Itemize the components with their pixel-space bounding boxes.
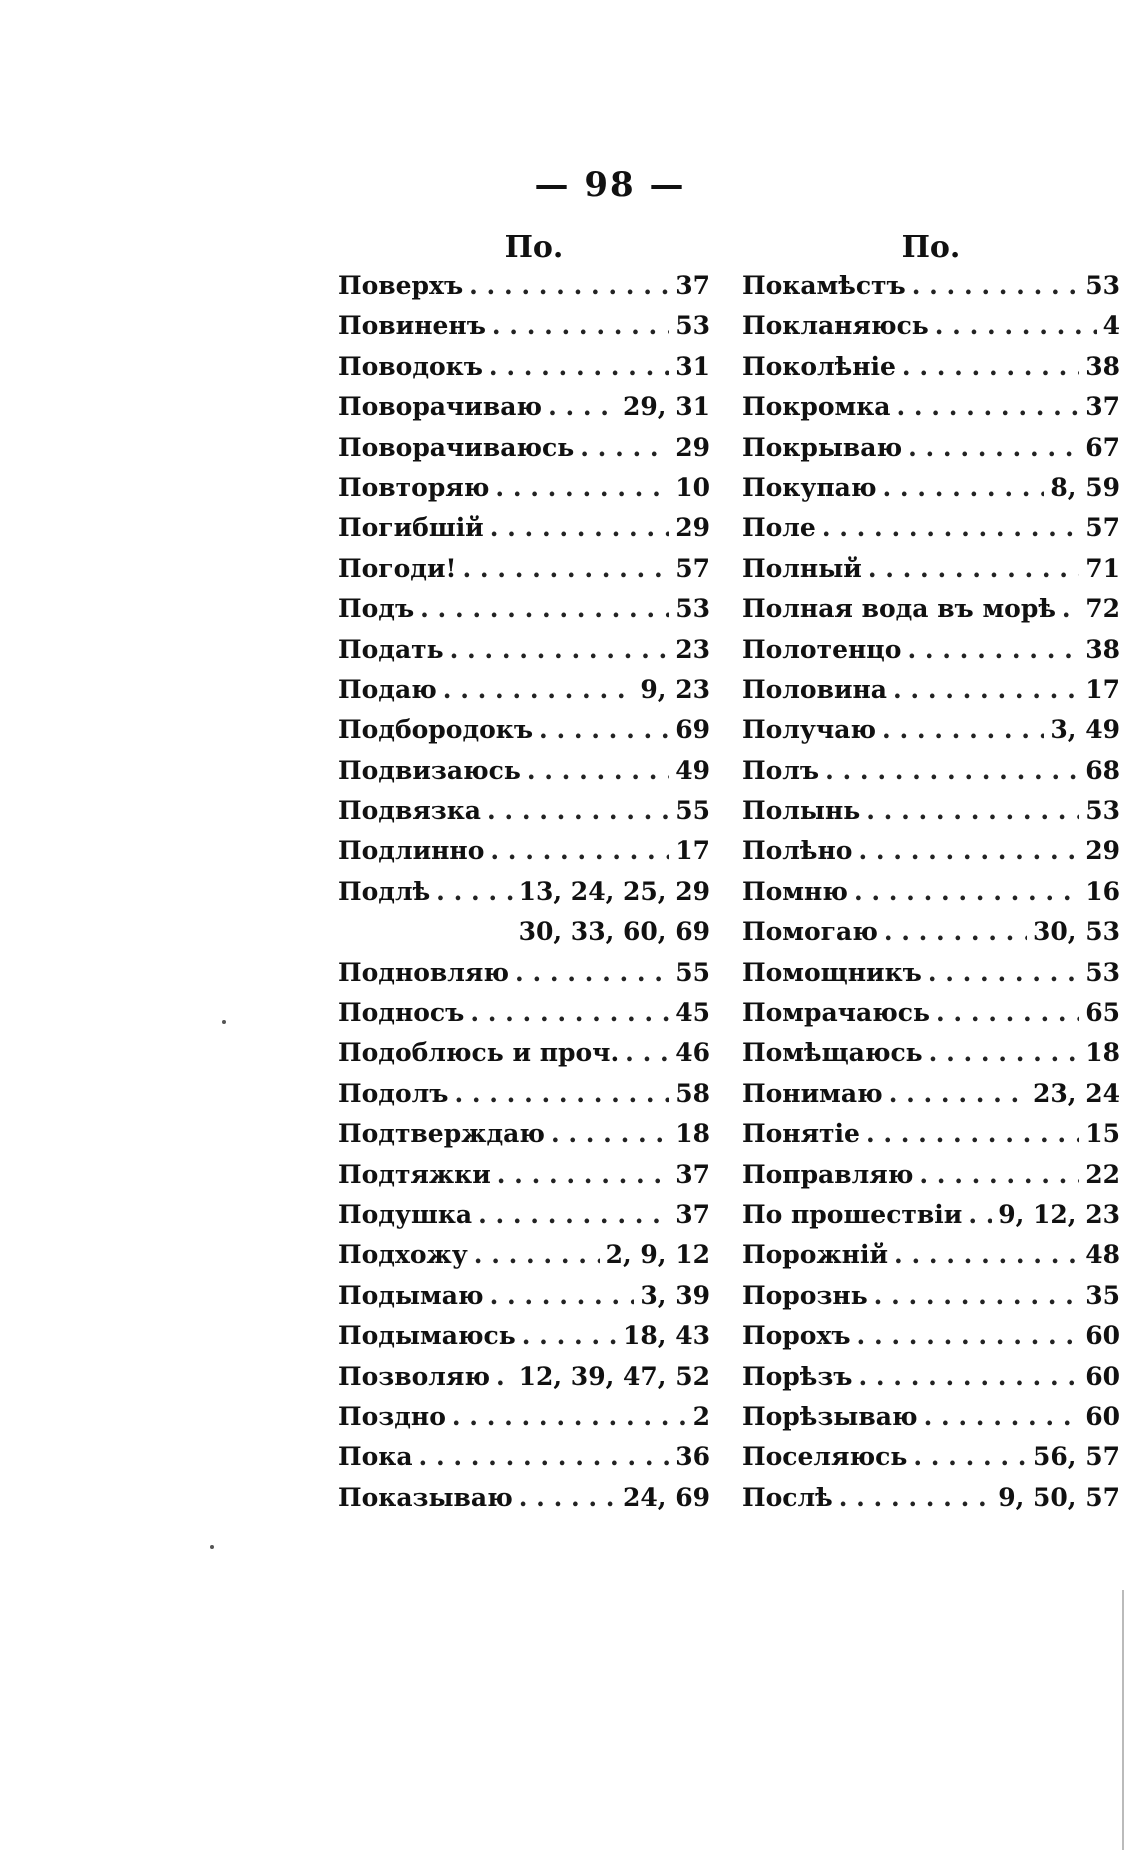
entry-term: Покромка xyxy=(742,392,891,422)
dot-leader xyxy=(419,1442,670,1471)
dot-leader xyxy=(454,1079,669,1108)
dot-leader xyxy=(470,998,669,1027)
entry-term: Подлинно xyxy=(338,836,485,866)
entry-page-numbers: 23 xyxy=(675,634,710,664)
print-speck xyxy=(222,1020,226,1024)
dot-leader xyxy=(913,1442,1027,1471)
dot-leader xyxy=(1062,594,1079,623)
index-entry xyxy=(338,1079,710,1119)
dot-leader xyxy=(436,877,512,906)
index-entry xyxy=(338,513,710,553)
index-entry xyxy=(338,554,710,594)
print-speck xyxy=(210,1545,214,1549)
index-entry xyxy=(338,796,710,836)
index-entry xyxy=(742,1119,1120,1159)
index-entry xyxy=(338,1402,710,1442)
index-entry xyxy=(742,311,1120,351)
page-number: — 98 — xyxy=(534,165,686,205)
index-column-left xyxy=(338,225,710,1523)
entry-term: Поколѣніе xyxy=(742,351,896,381)
dot-leader xyxy=(548,392,617,421)
entry-page-numbers: 22 xyxy=(1085,1159,1120,1189)
dot-leader xyxy=(490,1281,635,1310)
entry-term: Помощникъ xyxy=(742,957,922,987)
entry-term: Порѣзываю xyxy=(742,1401,918,1431)
dot-leader xyxy=(874,1281,1080,1310)
entry-page-numbers: 29 xyxy=(1085,836,1120,866)
index-entry xyxy=(742,998,1120,1038)
dot-leader xyxy=(420,594,669,623)
dot-leader xyxy=(495,473,669,502)
entry-term: Помѣщаюсь xyxy=(742,1038,923,1068)
entry-term: Покупаю xyxy=(742,472,877,502)
entry-page-numbers: 8, 59 xyxy=(1050,472,1120,502)
index-entry xyxy=(742,1442,1120,1482)
entry-page-numbers: 31 xyxy=(675,351,710,381)
index-entry xyxy=(338,352,710,392)
dot-leader xyxy=(452,1402,687,1431)
entry-page-numbers: 18 xyxy=(1085,1038,1120,1068)
dot-leader xyxy=(882,715,1044,744)
entry-term: Пока xyxy=(338,1442,413,1472)
index-entry xyxy=(742,1402,1120,1442)
dot-leader xyxy=(893,675,1079,704)
index-entry xyxy=(742,1483,1120,1523)
entry-page-numbers: 53 xyxy=(1085,796,1120,826)
entry-page-numbers: 57 xyxy=(675,553,710,583)
entry-page-numbers: 53 xyxy=(1085,957,1120,987)
entry-term: Подносъ xyxy=(338,998,465,1028)
index-entry xyxy=(742,554,1120,594)
dot-leader xyxy=(924,1402,1080,1431)
entry-term: Поле xyxy=(742,513,816,543)
dot-leader xyxy=(825,756,1079,785)
entry-page-numbers: 37 xyxy=(675,1159,710,1189)
index-entry xyxy=(338,473,710,513)
entry-term: По прошествіи xyxy=(742,1199,963,1229)
entry-term: Позволяю xyxy=(338,1361,491,1391)
index-entry xyxy=(742,715,1120,755)
entry-term: Поздно xyxy=(338,1401,446,1431)
entry-term: Поправляю xyxy=(742,1159,914,1189)
dot-leader xyxy=(929,1038,1080,1067)
index-entry xyxy=(742,877,1120,917)
entry-term: Покрываю xyxy=(742,432,903,462)
index-entry xyxy=(338,1362,710,1402)
index-entry xyxy=(742,1160,1120,1200)
entry-term: Порохъ xyxy=(742,1321,851,1351)
entry-page-numbers: 55 xyxy=(675,796,710,826)
index-entry xyxy=(338,392,710,432)
dot-leader xyxy=(902,352,1079,381)
entry-term: Подолъ xyxy=(338,1078,449,1108)
dot-leader xyxy=(866,796,1079,825)
index-column-right xyxy=(742,225,1120,1523)
entry-page-numbers: 18, 43 xyxy=(623,1321,710,1351)
dot-leader xyxy=(896,392,1079,421)
dot-leader xyxy=(839,1483,992,1512)
entry-term: Подать xyxy=(338,634,444,664)
dot-leader xyxy=(580,433,669,462)
dot-leader xyxy=(857,1321,1080,1350)
index-entry xyxy=(742,433,1120,473)
entry-term: Погоди! xyxy=(338,553,457,583)
entry-term: Подымаюсь xyxy=(338,1321,516,1351)
index-entry xyxy=(338,836,710,876)
index-entry xyxy=(742,1362,1120,1402)
column-header: По. xyxy=(504,230,564,265)
entry-term: Порознь xyxy=(742,1280,868,1310)
dot-leader xyxy=(908,433,1079,462)
index-entry xyxy=(338,998,710,1038)
entry-page-numbers: 45 xyxy=(675,998,710,1028)
index-entry xyxy=(742,392,1120,432)
entry-term: Полъ xyxy=(742,755,820,785)
entry-page-numbers: 10 xyxy=(675,472,710,502)
index-entry xyxy=(338,1200,710,1240)
dot-leader xyxy=(858,1362,1079,1391)
entry-term: Порѣзъ xyxy=(742,1361,853,1391)
entry-term: Поводокъ xyxy=(338,351,483,381)
entry-page-numbers: 29 xyxy=(675,513,710,543)
entry-term: Помню xyxy=(742,876,848,906)
dot-leader xyxy=(474,1240,600,1269)
index-entry xyxy=(742,796,1120,836)
entry-page-numbers: 9, 12, 23 xyxy=(998,1199,1120,1229)
entry-term: Повторяю xyxy=(338,472,490,502)
entry-page-numbers: 68 xyxy=(1085,755,1120,785)
entry-term: Покланяюсь xyxy=(742,311,929,341)
dot-leader xyxy=(854,877,1079,906)
entry-term: Послѣ xyxy=(742,1482,833,1512)
entry-term: Половина xyxy=(742,674,887,704)
entry-term: Подъ xyxy=(338,594,415,624)
dot-leader xyxy=(487,796,669,825)
index-list xyxy=(742,271,1120,1523)
index-entry xyxy=(338,1038,710,1078)
entry-term: Подтверждаю xyxy=(338,1119,545,1149)
index-entry xyxy=(742,1281,1120,1321)
entry-term: Подвязка xyxy=(338,796,481,826)
column-header: По. xyxy=(901,230,961,265)
entry-term: Погибшій xyxy=(338,513,484,543)
entry-term: Подымаю xyxy=(338,1280,484,1310)
entry-page-numbers: 56, 57 xyxy=(1033,1442,1120,1472)
entry-page-numbers: 53 xyxy=(675,594,710,624)
dot-leader xyxy=(822,513,1079,542)
entry-term: Полотенцо xyxy=(742,634,902,664)
index-entry xyxy=(742,1038,1120,1078)
dot-leader xyxy=(522,1321,617,1350)
index-entry xyxy=(338,1442,710,1482)
entry-term: Понятіе xyxy=(742,1119,860,1149)
index-entry xyxy=(338,1483,710,1523)
dot-leader xyxy=(515,958,669,987)
dot-leader xyxy=(889,1079,1027,1108)
entry-term: Подаю xyxy=(338,674,437,704)
index-entry xyxy=(742,675,1120,715)
entry-page-numbers: 53 xyxy=(1085,271,1120,300)
dot-leader xyxy=(462,554,669,583)
entry-page-numbers: 38 xyxy=(1085,634,1120,664)
dot-leader xyxy=(936,998,1079,1027)
index-entry xyxy=(742,1079,1120,1119)
dot-leader xyxy=(868,554,1079,583)
entry-term: Подхожу xyxy=(338,1240,468,1270)
entry-page-numbers: 3, 49 xyxy=(1050,715,1120,745)
index-entry xyxy=(742,958,1120,998)
entry-page-numbers: 37 xyxy=(675,1199,710,1229)
index-entry xyxy=(742,635,1120,675)
index-entry-continuation xyxy=(338,917,710,957)
entry-page-numbers: 15 xyxy=(1085,1119,1120,1149)
dot-leader xyxy=(858,836,1079,865)
entry-term: Полынь xyxy=(742,796,861,826)
entry-page-numbers: 60 xyxy=(1085,1401,1120,1431)
dot-leader xyxy=(907,635,1079,664)
dot-leader xyxy=(539,715,669,744)
entry-page-numbers: 30, 33, 60, 69 xyxy=(518,917,710,947)
dot-leader xyxy=(928,958,1079,987)
entry-term: Подбородокъ xyxy=(338,715,534,745)
entry-term: Получаю xyxy=(742,715,877,745)
entry-page-numbers: 60 xyxy=(1085,1321,1120,1351)
entry-term: Подлѣ xyxy=(338,876,431,906)
entry-page-numbers: 23, 24 xyxy=(1033,1078,1120,1108)
dot-leader xyxy=(866,1119,1079,1148)
entry-term: Подоблюсь и проч. xyxy=(338,1038,620,1068)
entry-page-numbers: 13, 24, 25, 29 xyxy=(518,876,710,906)
entry-page-numbers: 2, 9, 12 xyxy=(605,1240,710,1270)
entry-term: Поселяюсь xyxy=(742,1442,908,1472)
entry-term: Порожній xyxy=(742,1240,889,1270)
index-entry xyxy=(742,473,1120,513)
index-entry xyxy=(338,1240,710,1280)
entry-term: Подушка xyxy=(338,1199,473,1229)
entry-page-numbers: 9, 50, 57 xyxy=(998,1482,1120,1512)
entry-page-numbers: 37 xyxy=(675,271,710,300)
entry-page-numbers: 60 xyxy=(1085,1361,1120,1391)
entry-page-numbers: 36 xyxy=(675,1442,710,1472)
entry-page-numbers: 35 xyxy=(1085,1280,1120,1310)
index-entry xyxy=(338,271,710,311)
dot-leader xyxy=(884,917,1027,946)
entry-page-numbers: 72 xyxy=(1085,594,1120,624)
entry-term: Полѣно xyxy=(742,836,853,866)
index-entry xyxy=(338,715,710,755)
dot-leader xyxy=(469,271,669,300)
entry-page-numbers: 55 xyxy=(675,957,710,987)
entry-term: Полный xyxy=(742,553,862,583)
entry-page-numbers: 17 xyxy=(675,836,710,866)
dot-leader xyxy=(490,836,669,865)
entry-page-numbers: 46 xyxy=(675,1038,710,1068)
entry-page-numbers: 29, 31 xyxy=(623,392,710,422)
entry-page-numbers: 69 xyxy=(675,715,710,745)
entry-page-numbers: 12, 39, 47, 52 xyxy=(518,1361,710,1391)
index-entry xyxy=(742,1240,1120,1280)
entry-page-numbers: 38 xyxy=(1085,351,1120,381)
index-entry xyxy=(338,1119,710,1159)
entry-page-numbers: 71 xyxy=(1085,553,1120,583)
entry-page-numbers: 16 xyxy=(1085,876,1120,906)
entry-term: Подвизаюсь xyxy=(338,755,521,785)
entry-page-numbers: 67 xyxy=(1085,432,1120,462)
dot-leader xyxy=(496,1362,513,1391)
dot-leader xyxy=(490,513,669,542)
entry-page-numbers: 9, 23 xyxy=(640,674,710,704)
entry-page-numbers: 3, 39 xyxy=(640,1280,710,1310)
index-entry xyxy=(338,1321,710,1361)
entry-page-numbers: 58 xyxy=(675,1078,710,1108)
index-entry xyxy=(338,1281,710,1321)
entry-page-numbers: 57 xyxy=(1085,513,1120,543)
dot-leader xyxy=(551,1119,669,1148)
entry-page-numbers: 18 xyxy=(675,1119,710,1149)
index-entry xyxy=(338,877,710,917)
dot-leader xyxy=(882,473,1044,502)
dot-leader xyxy=(935,311,1097,340)
dot-leader xyxy=(492,311,669,340)
entry-page-numbers: 65 xyxy=(1085,998,1120,1028)
entry-page-numbers: 29 xyxy=(675,432,710,462)
index-entry xyxy=(338,675,710,715)
entry-page-numbers: 48 xyxy=(1085,1240,1120,1270)
page-edge-mark xyxy=(1122,1590,1124,1850)
index-entry xyxy=(742,271,1120,311)
dot-leader xyxy=(912,271,1079,300)
entry-page-numbers: 17 xyxy=(1085,674,1120,704)
entry-page-numbers: 30, 53 xyxy=(1033,917,1120,947)
dot-leader xyxy=(968,1200,992,1229)
entry-page-numbers: 2 xyxy=(692,1401,710,1431)
index-entry xyxy=(338,311,710,351)
dot-leader xyxy=(450,635,670,664)
index-entry xyxy=(338,594,710,634)
index-entry xyxy=(742,1321,1120,1361)
dot-leader xyxy=(478,1200,669,1229)
entry-term: Полная вода въ морѣ xyxy=(742,594,1056,624)
dot-leader xyxy=(519,1483,617,1512)
entry-page-numbers: 37 xyxy=(1085,392,1120,422)
index-list xyxy=(338,271,710,1523)
index-entry xyxy=(742,513,1120,553)
entry-term: Подтяжки xyxy=(338,1159,491,1189)
entry-term: Поверхъ xyxy=(338,271,464,300)
entry-term: Помогаю xyxy=(742,917,878,947)
entry-page-numbers: 53 xyxy=(675,311,710,341)
dot-leader xyxy=(894,1240,1079,1269)
index-entry xyxy=(338,635,710,675)
index-entry xyxy=(338,756,710,796)
dot-leader xyxy=(443,675,635,704)
entry-term: Повиненъ xyxy=(338,311,486,341)
index-entry xyxy=(742,836,1120,876)
dot-leader xyxy=(489,352,669,381)
dot-leader xyxy=(527,756,669,785)
index-entry xyxy=(742,594,1120,634)
dot-leader xyxy=(497,1160,669,1189)
index-entry xyxy=(742,352,1120,392)
entry-term: Поворачиваю xyxy=(338,392,543,422)
entry-term: Показываю xyxy=(338,1482,513,1512)
index-entry xyxy=(742,1200,1120,1240)
index-entry xyxy=(338,433,710,473)
entry-term: Поворачиваюсь xyxy=(338,432,575,462)
entry-page-numbers: 49 xyxy=(675,755,710,785)
entry-term: Понимаю xyxy=(742,1078,883,1108)
index-entry xyxy=(742,756,1120,796)
entry-term: Подновляю xyxy=(338,957,510,987)
index-entry xyxy=(742,917,1120,957)
entry-term: Покамѣстъ xyxy=(742,271,906,300)
index-entry xyxy=(338,1160,710,1200)
dot-leader xyxy=(919,1160,1079,1189)
entry-page-numbers: 4 xyxy=(1102,311,1120,341)
index-entry xyxy=(338,958,710,998)
dot-leader xyxy=(625,1038,669,1067)
entry-page-numbers: 24, 69 xyxy=(623,1482,710,1512)
entry-term: Помрачаюсь xyxy=(742,998,931,1028)
